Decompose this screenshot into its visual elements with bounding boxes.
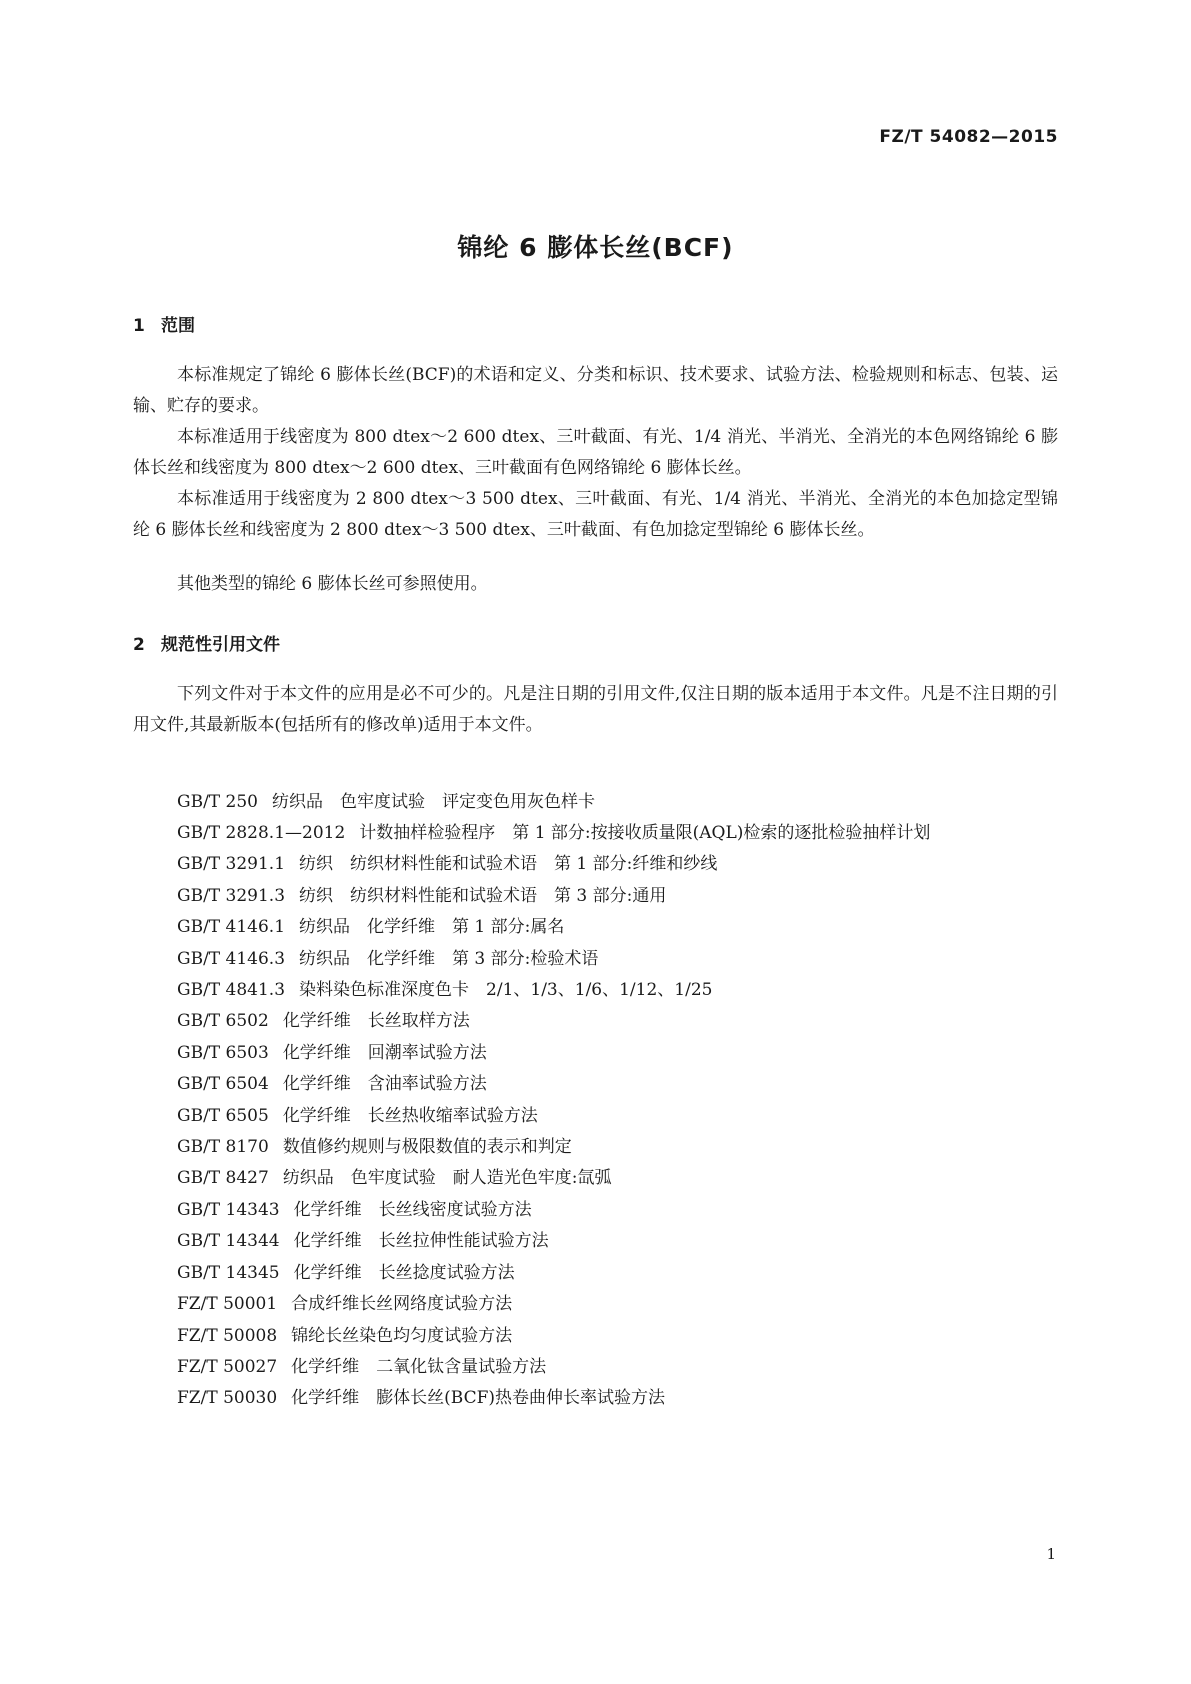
scope-paragraph: 其他类型的锦纶 6 膨体长丝可参照使用。 [177,574,488,594]
reference-title: 纺织品 化学纤维 第 3 部分:检验术语 [299,948,599,969]
reference-item [133,881,1058,912]
reference-item [133,912,1058,943]
reference-title: 化学纤维 长丝线密度试验方法 [293,1199,532,1220]
reference-code: GB/T 6505 [177,1105,269,1126]
reference-item [133,1383,1058,1414]
reference-code: GB/T 3291.3 [177,885,286,906]
section-heading-normative-references [133,630,280,655]
reference-item [133,849,1058,880]
standard-code: FZ/T 54082—2015 [879,127,1058,147]
reference-title: 纺织品 色牢度试验 耐人造光色牢度:氙弧 [282,1168,612,1189]
reference-title: 数值修约规则与极限数值的表示和判定 [282,1137,572,1158]
reference-title: 合成纤维长丝网络度试验方法 [291,1294,513,1315]
reference-code: GB/T 8427 [177,1168,269,1189]
reference-item [133,1038,1058,1069]
reference-title: 化学纤维 长丝捻度试验方法 [293,1262,515,1283]
reference-item [133,818,1058,849]
reference-item [133,787,1058,818]
reference-item [133,1069,1058,1100]
reference-code: FZ/T 50008 [177,1325,278,1346]
reference-title: 计数抽样检验程序 第 1 部分:按接收质量限(AQL)检索的逐批检验抽样计划 [359,823,931,844]
section-title: 范围 [161,316,195,336]
reference-title: 纺织 纺织材料性能和试验术语 第 1 部分:纤维和纱线 [299,854,718,875]
reference-title: 染料染色标准深度色卡 2/1、1/3、1/6、1/12、1/25 [299,980,713,1001]
reference-code: GB/T 6502 [177,1011,269,1032]
reference-list [133,787,1058,1415]
reference-code: GB/T 6503 [177,1042,269,1063]
scope-paragraph: 本标准适用于线密度为 800 dtex～2 600 dtex、三叶截面、有光、1/4 消光、半消光、全消光的本色网络锦纶 6 膨体长丝和线密度为 800 dtex～2 600 dtex、三叶截面有色网络锦纶 6 膨体长丝。 [133,427,1058,478]
reference-item [133,1101,1058,1132]
reference-item [133,1195,1058,1226]
reference-item [133,1352,1058,1383]
reference-code: GB/T 250 [177,792,258,812]
reference-code: GB/T 2828.1—2012 [177,823,346,844]
reference-title: 纺织品 色牢度试验 评定变色用灰色样卡 [272,792,595,812]
reference-code: GB/T 14345 [177,1262,280,1283]
reference-title: 化学纤维 长丝热收缩率试验方法 [282,1105,538,1126]
section-number: 2 [133,635,145,655]
reference-item [133,1289,1058,1320]
reference-code: GB/T 4146.3 [177,948,286,969]
reference-code: FZ/T 50027 [177,1356,278,1377]
reference-title: 化学纤维 膨体长丝(BCF)热卷曲伸长率试验方法 [291,1388,666,1409]
reference-code: GB/T 4146.1 [177,917,286,938]
page-number: 1 [1046,1545,1056,1563]
document-title: 锦纶 6 膨体长丝(BCF) [457,233,734,262]
section-number: 1 [133,316,145,336]
reference-code: FZ/T 50030 [177,1388,278,1409]
reference-title: 纺织品 化学纤维 第 1 部分:属名 [299,917,565,938]
reference-item [133,1258,1058,1289]
reference-title: 化学纤维 长丝取样方法 [282,1011,470,1032]
reference-item [133,1321,1058,1352]
references-intro-paragraph: 下列文件对于本文件的应用是必不可少的。凡是注日期的引用文件,仅注日期的版本适用于本文件。凡是不注日期的引用文件,其最新版本(包括所有的修改单)适用于本文件。 [133,684,1058,735]
reference-item [133,1163,1058,1194]
section-title: 规范性引用文件 [161,635,280,655]
reference-item [133,944,1058,975]
section-heading-scope [133,311,195,336]
reference-title: 化学纤维 含油率试验方法 [282,1074,487,1095]
reference-title: 纺织 纺织材料性能和试验术语 第 3 部分:通用 [299,885,667,906]
reference-item [133,1226,1058,1257]
reference-code: GB/T 6504 [177,1074,269,1095]
reference-title: 锦纶长丝染色均匀度试验方法 [291,1325,513,1346]
reference-item [133,1006,1058,1037]
reference-title: 化学纤维 二氧化钛含量试验方法 [291,1356,547,1377]
reference-code: GB/T 8170 [177,1137,269,1158]
reference-title: 化学纤维 长丝拉伸性能试验方法 [293,1231,549,1252]
scope-paragraph: 本标准规定了锦纶 6 膨体长丝(BCF)的术语和定义、分类和标识、技术要求、试验方法、检验规则和标志、包装、运输、贮存的要求。 [133,365,1058,416]
reference-code: GB/T 4841.3 [177,980,286,1001]
reference-item [133,1132,1058,1163]
reference-title: 化学纤维 回潮率试验方法 [282,1042,487,1063]
reference-item [133,975,1058,1006]
reference-code: GB/T 14343 [177,1199,280,1220]
scope-paragraph: 本标准适用于线密度为 2 800 dtex～3 500 dtex、三叶截面、有光、1/4 消光、半消光、全消光的本色加捻定型锦纶 6 膨体长丝和线密度为 2 800 dtex～3 500 dtex、三叶截面、有色加捻定型锦纶 6 膨体长丝。 [133,489,1058,540]
reference-code: GB/T 14344 [177,1231,280,1252]
reference-code: GB/T 3291.1 [177,854,286,875]
reference-code: FZ/T 50001 [177,1294,278,1315]
